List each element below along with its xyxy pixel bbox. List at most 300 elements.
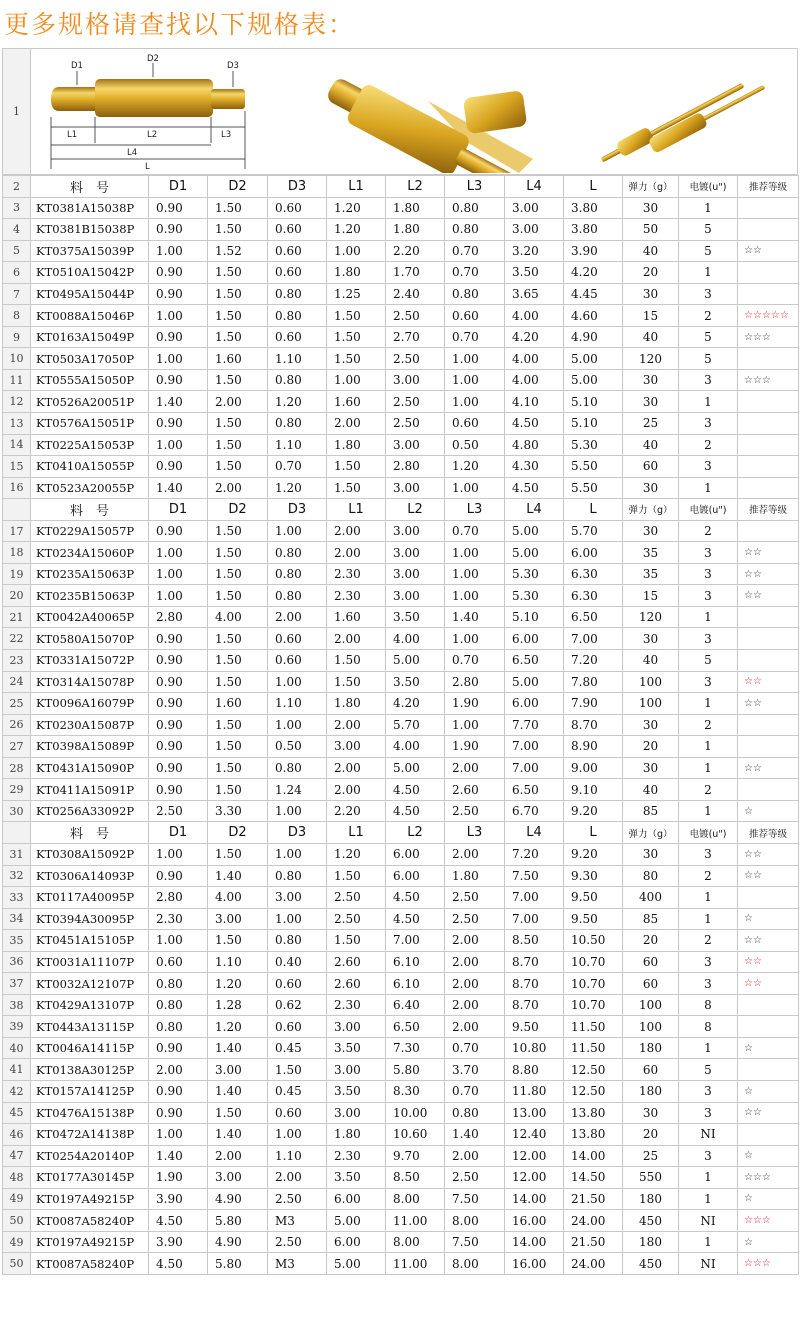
table-row	[3, 1210, 799, 1232]
part-number-cell: KT0523A20055P	[31, 477, 149, 499]
part-number-cell: KT0381A15038P	[31, 197, 149, 219]
d1-cell: 0.90	[149, 1102, 208, 1124]
d1-cell: 0.90	[149, 1080, 208, 1102]
l-total-cell: 13.80	[564, 1124, 623, 1146]
l1-cell: 2.60	[327, 973, 386, 995]
l1-cell: 2.00	[327, 779, 386, 801]
l1-cell: 3.50	[327, 1167, 386, 1189]
d3-cell: 1.00	[268, 714, 327, 736]
l-total-cell: 6.30	[564, 563, 623, 585]
spring-force-cell: 25	[623, 413, 679, 435]
l1-cell: 1.20	[327, 219, 386, 241]
l1-cell: 2.00	[327, 714, 386, 736]
table-row	[3, 994, 799, 1016]
spring-force-cell: 180	[623, 1037, 679, 1059]
l-total-cell: 5.30	[564, 434, 623, 456]
plating-cell: 1	[679, 477, 738, 499]
row-number: 29	[3, 779, 31, 801]
l3-cell: 0.70	[445, 1080, 505, 1102]
l4-cell: 4.00	[505, 369, 564, 391]
l3-cell: 2.50	[445, 800, 505, 822]
d1-cell: 2.50	[149, 800, 208, 822]
l2-cell: 5.70	[386, 714, 445, 736]
table-header-row	[3, 822, 799, 844]
spring-force-cell: 100	[623, 671, 679, 693]
d2-cell: 4.90	[208, 1231, 268, 1253]
rating-cell: ☆	[738, 1080, 799, 1102]
part-number-cell: KT0555A15050P	[31, 369, 149, 391]
plating-cell: 2	[679, 305, 738, 327]
plating-cell: NI	[679, 1253, 738, 1275]
row-number: 6	[3, 262, 31, 284]
d1-cell: 1.00	[149, 585, 208, 607]
part-number-cell: KT0398A15089P	[31, 736, 149, 758]
spring-force-cell: 40	[623, 240, 679, 262]
column-header: 弹力（g）	[623, 822, 679, 844]
l2-cell: 8.00	[386, 1231, 445, 1253]
column-header: L1	[327, 176, 386, 198]
spring-force-cell: 40	[623, 650, 679, 672]
l1-cell: 1.25	[327, 283, 386, 305]
l3-cell: 1.00	[445, 391, 505, 413]
d3-cell: 2.50	[268, 1188, 327, 1210]
column-header: 电镀(u")	[679, 822, 738, 844]
spring-force-cell: 15	[623, 585, 679, 607]
l4-cell: 14.00	[505, 1231, 564, 1253]
l4-cell: 4.00	[505, 348, 564, 370]
part-number-cell: KT0510A15042P	[31, 262, 149, 284]
d3-cell: 1.10	[268, 348, 327, 370]
l-total-cell: 3.90	[564, 240, 623, 262]
row-number: 39	[3, 1016, 31, 1038]
d1-cell: 0.90	[149, 865, 208, 887]
d3-cell: 0.45	[268, 1037, 327, 1059]
part-number-cell: KT0443A13115P	[31, 1016, 149, 1038]
table-row	[3, 1016, 799, 1038]
l3-cell: 2.80	[445, 671, 505, 693]
part-number-cell: KT0042A40065P	[31, 606, 149, 628]
row-number: 9	[3, 326, 31, 348]
rating-cell: ☆☆	[738, 865, 799, 887]
row-number: 12	[3, 391, 31, 413]
row-number: 27	[3, 736, 31, 758]
row-number: 23	[3, 650, 31, 672]
table-row	[3, 693, 799, 715]
l3-cell: 2.00	[445, 843, 505, 865]
plating-cell: 1	[679, 757, 738, 779]
rating-cell: ☆☆	[738, 757, 799, 779]
row-number: 34	[3, 908, 31, 930]
l1-cell: 3.50	[327, 1080, 386, 1102]
table-row	[3, 413, 799, 435]
d1-cell: 1.40	[149, 1145, 208, 1167]
d1-cell: 0.80	[149, 1016, 208, 1038]
d3-cell: 1.10	[268, 693, 327, 715]
plating-cell: NI	[679, 1124, 738, 1146]
l-total-cell: 5.10	[564, 391, 623, 413]
l3-cell: 2.00	[445, 951, 505, 973]
plating-cell: NI	[679, 1210, 738, 1232]
d1-cell: 0.90	[149, 413, 208, 435]
l3-cell: 0.60	[445, 305, 505, 327]
row-number: 22	[3, 628, 31, 650]
d1-cell: 0.80	[149, 973, 208, 995]
d1-cell: 2.80	[149, 606, 208, 628]
l4-cell: 13.00	[505, 1102, 564, 1124]
part-number-cell: KT0314A15078P	[31, 671, 149, 693]
d1-cell: 2.80	[149, 887, 208, 909]
d1-cell: 1.00	[149, 563, 208, 585]
l-total-cell: 11.50	[564, 1037, 623, 1059]
d3-cell: 2.00	[268, 606, 327, 628]
l-total-cell: 11.50	[564, 1016, 623, 1038]
part-number-cell: KT0046A14115P	[31, 1037, 149, 1059]
part-number-cell: KT0431A15090P	[31, 757, 149, 779]
rating-cell: ☆☆	[738, 843, 799, 865]
plating-cell: 1	[679, 197, 738, 219]
l1-cell: 6.00	[327, 1188, 386, 1210]
spring-force-cell: 550	[623, 1167, 679, 1189]
plating-cell: 3	[679, 542, 738, 564]
rating-cell	[738, 628, 799, 650]
l2-cell: 4.50	[386, 800, 445, 822]
rating-cell: ☆☆☆	[738, 1253, 799, 1275]
plating-cell: 2	[679, 434, 738, 456]
row-number: 10	[3, 348, 31, 370]
row-number: 46	[3, 1124, 31, 1146]
l2-cell: 2.50	[386, 348, 445, 370]
l2-cell: 7.00	[386, 930, 445, 952]
row-number: 49	[3, 1188, 31, 1210]
row-number: 26	[3, 714, 31, 736]
d1-cell: 3.90	[149, 1188, 208, 1210]
l3-cell: 2.60	[445, 779, 505, 801]
column-header: D3	[268, 822, 327, 844]
d1-cell: 0.90	[149, 714, 208, 736]
l2-cell: 2.80	[386, 456, 445, 478]
l2-cell: 6.10	[386, 973, 445, 995]
l2-cell: 1.80	[386, 197, 445, 219]
d2-cell: 1.50	[208, 843, 268, 865]
l4-cell: 8.70	[505, 994, 564, 1016]
l-total-cell: 10.70	[564, 973, 623, 995]
d1-cell: 4.50	[149, 1253, 208, 1275]
l1-cell: 1.60	[327, 606, 386, 628]
l1-cell: 2.60	[327, 951, 386, 973]
l1-cell: 5.00	[327, 1253, 386, 1275]
l-total-cell: 13.80	[564, 1102, 623, 1124]
plating-cell: 5	[679, 326, 738, 348]
plating-cell: 3	[679, 283, 738, 305]
l1-cell: 2.30	[327, 994, 386, 1016]
table-header-row	[3, 176, 799, 198]
l4-cell: 14.00	[505, 1188, 564, 1210]
d2-cell: 1.50	[208, 326, 268, 348]
l4-cell: 5.00	[505, 542, 564, 564]
rating-cell	[738, 219, 799, 241]
l3-cell: 1.00	[445, 477, 505, 499]
l1-cell: 1.50	[327, 348, 386, 370]
table-row	[3, 326, 799, 348]
l1-cell: 2.50	[327, 908, 386, 930]
d2-cell: 2.00	[208, 1145, 268, 1167]
l4-cell: 16.00	[505, 1253, 564, 1275]
d2-cell: 1.40	[208, 1080, 268, 1102]
row-number: 4	[3, 219, 31, 241]
spring-force-cell: 30	[623, 197, 679, 219]
d1-cell: 0.90	[149, 262, 208, 284]
l3-cell: 1.00	[445, 369, 505, 391]
row-number: 42	[3, 1080, 31, 1102]
table-row	[3, 1167, 799, 1189]
d3-cell: 0.60	[268, 650, 327, 672]
rating-cell	[738, 391, 799, 413]
part-number-cell: KT0235A15063P	[31, 563, 149, 585]
column-header: D1	[149, 499, 208, 521]
l2-cell: 5.80	[386, 1059, 445, 1081]
d2-cell: 1.50	[208, 736, 268, 758]
column-header: D1	[149, 822, 208, 844]
l2-cell: 3.00	[386, 369, 445, 391]
table-row	[3, 542, 799, 564]
l2-cell: 11.00	[386, 1253, 445, 1275]
column-header: L2	[386, 499, 445, 521]
part-number-cell: KT0087A58240P	[31, 1253, 149, 1275]
l4-cell: 6.00	[505, 693, 564, 715]
label-d3: D3	[227, 61, 239, 71]
l3-cell: 0.60	[445, 413, 505, 435]
table-row	[3, 1059, 799, 1081]
l2-cell: 4.50	[386, 908, 445, 930]
l4-cell: 7.20	[505, 843, 564, 865]
d3-cell: 1.10	[268, 1145, 327, 1167]
spring-force-cell: 80	[623, 865, 679, 887]
l1-cell: 3.00	[327, 736, 386, 758]
l-total-cell: 4.45	[564, 283, 623, 305]
rating-cell: ☆☆☆	[738, 1167, 799, 1189]
l2-cell: 3.00	[386, 434, 445, 456]
l-total-cell: 10.70	[564, 951, 623, 973]
l2-cell: 8.50	[386, 1167, 445, 1189]
d3-cell: 0.70	[268, 456, 327, 478]
d3-cell: 0.80	[268, 930, 327, 952]
rating-cell	[738, 650, 799, 672]
l-total-cell: 5.00	[564, 348, 623, 370]
table-row	[3, 1037, 799, 1059]
table-row	[3, 520, 799, 542]
d2-cell: 4.00	[208, 606, 268, 628]
d2-cell: 1.50	[208, 413, 268, 435]
l-total-cell: 12.50	[564, 1059, 623, 1081]
l3-cell: 1.00	[445, 542, 505, 564]
l4-cell: 4.80	[505, 434, 564, 456]
l-total-cell: 9.30	[564, 865, 623, 887]
l-total-cell: 24.00	[564, 1210, 623, 1232]
column-header: 推荐等级	[738, 822, 799, 844]
plating-cell: 3	[679, 563, 738, 585]
row-number: 35	[3, 930, 31, 952]
page-title: 更多规格请查找以下规格表：	[4, 10, 356, 39]
part-number-cell: KT0138A30125P	[31, 1059, 149, 1081]
plating-cell: 5	[679, 240, 738, 262]
d3-cell: 0.80	[268, 585, 327, 607]
d1-cell: 2.30	[149, 908, 208, 930]
l2-cell: 3.00	[386, 585, 445, 607]
l-total-cell: 14.50	[564, 1167, 623, 1189]
part-number-cell: KT0410A15055P	[31, 456, 149, 478]
plating-cell: 3	[679, 456, 738, 478]
d1-cell: 0.90	[149, 671, 208, 693]
l2-cell: 10.00	[386, 1102, 445, 1124]
l4-cell: 7.00	[505, 908, 564, 930]
l2-cell: 5.00	[386, 757, 445, 779]
table-row	[3, 800, 799, 822]
d3-cell: 0.60	[268, 197, 327, 219]
l-total-cell: 6.50	[564, 606, 623, 628]
d2-cell: 1.50	[208, 585, 268, 607]
table-row	[3, 477, 799, 499]
d1-cell: 0.90	[149, 736, 208, 758]
d1-cell: 1.00	[149, 542, 208, 564]
table-row	[3, 1102, 799, 1124]
column-header: L3	[445, 499, 505, 521]
l1-cell: 3.00	[327, 1016, 386, 1038]
spring-force-cell: 30	[623, 520, 679, 542]
rating-cell: ☆☆	[738, 671, 799, 693]
row-number: 45	[3, 1102, 31, 1124]
rating-cell: ☆	[738, 1037, 799, 1059]
l3-cell: 2.00	[445, 1016, 505, 1038]
l1-cell: 1.50	[327, 477, 386, 499]
l1-cell: 3.50	[327, 1037, 386, 1059]
l3-cell: 0.70	[445, 1037, 505, 1059]
d2-cell: 1.40	[208, 1124, 268, 1146]
part-number-cell: KT0375A15039P	[31, 240, 149, 262]
d2-cell: 1.50	[208, 305, 268, 327]
plating-cell: 5	[679, 1059, 738, 1081]
d3-cell: 0.60	[268, 628, 327, 650]
l4-cell: 12.00	[505, 1145, 564, 1167]
part-number-cell: KT0429A13107P	[31, 994, 149, 1016]
plating-cell: 1	[679, 262, 738, 284]
plating-cell: 5	[679, 650, 738, 672]
d2-cell: 1.28	[208, 994, 268, 1016]
row-number: 1	[3, 49, 31, 174]
column-header: L	[564, 176, 623, 198]
part-number-cell: KT0234A15060P	[31, 542, 149, 564]
part-number-cell: KT0503A17050P	[31, 348, 149, 370]
l2-cell: 2.70	[386, 326, 445, 348]
table-header-row	[3, 499, 799, 521]
l1-cell: 2.30	[327, 1145, 386, 1167]
l4-cell: 5.00	[505, 520, 564, 542]
d1-cell: 0.90	[149, 197, 208, 219]
l2-cell: 1.70	[386, 262, 445, 284]
plating-cell: 3	[679, 369, 738, 391]
l3-cell: 1.90	[445, 736, 505, 758]
l4-cell: 3.00	[505, 197, 564, 219]
rating-cell: ☆☆	[738, 585, 799, 607]
table-row	[3, 197, 799, 219]
spring-force-cell: 30	[623, 1102, 679, 1124]
part-number-cell: KT0163A15049P	[31, 326, 149, 348]
l2-cell: 4.00	[386, 736, 445, 758]
part-number-cell: KT0526A20051P	[31, 391, 149, 413]
rating-cell	[738, 714, 799, 736]
spring-force-cell: 60	[623, 951, 679, 973]
column-header: 料 号	[31, 822, 149, 844]
l2-cell: 8.30	[386, 1080, 445, 1102]
d1-cell: 1.00	[149, 305, 208, 327]
l3-cell: 0.50	[445, 434, 505, 456]
row-number: 40	[3, 1037, 31, 1059]
row-number: 48	[3, 1167, 31, 1189]
column-header: L2	[386, 176, 445, 198]
l4-cell: 10.80	[505, 1037, 564, 1059]
d2-cell: 1.50	[208, 628, 268, 650]
l2-cell: 4.00	[386, 628, 445, 650]
d3-cell: 0.80	[268, 865, 327, 887]
d3-cell: 2.00	[268, 1167, 327, 1189]
l4-cell: 7.00	[505, 757, 564, 779]
l2-cell: 3.00	[386, 563, 445, 585]
column-header: 推荐等级	[738, 176, 799, 198]
rating-cell	[738, 1124, 799, 1146]
rating-cell: ☆☆	[738, 240, 799, 262]
plating-cell: 2	[679, 520, 738, 542]
l2-cell: 3.50	[386, 671, 445, 693]
d2-cell: 1.60	[208, 693, 268, 715]
part-number-cell: KT0096A16079P	[31, 693, 149, 715]
l-total-cell: 9.00	[564, 757, 623, 779]
l3-cell: 7.50	[445, 1231, 505, 1253]
plating-cell: 2	[679, 714, 738, 736]
d1-cell: 0.60	[149, 951, 208, 973]
l3-cell: 0.70	[445, 326, 505, 348]
table-row	[3, 887, 799, 909]
d2-cell: 1.50	[208, 197, 268, 219]
spring-force-cell: 100	[623, 994, 679, 1016]
l2-cell: 10.60	[386, 1124, 445, 1146]
rating-cell	[738, 456, 799, 478]
d1-cell: 1.40	[149, 391, 208, 413]
spring-force-cell: 450	[623, 1210, 679, 1232]
d3-cell: 0.60	[268, 1016, 327, 1038]
row-number: 14	[3, 434, 31, 456]
spring-force-cell: 40	[623, 434, 679, 456]
spring-force-cell: 85	[623, 908, 679, 930]
column-header: D2	[208, 822, 268, 844]
l1-cell: 2.00	[327, 520, 386, 542]
row-number: 8	[3, 305, 31, 327]
row-number: 32	[3, 865, 31, 887]
d1-cell: 0.90	[149, 369, 208, 391]
plating-cell: 3	[679, 671, 738, 693]
d3-cell: 0.40	[268, 951, 327, 973]
l-total-cell: 7.00	[564, 628, 623, 650]
table-row	[3, 585, 799, 607]
d3-cell: 1.00	[268, 671, 327, 693]
l4-cell: 16.00	[505, 1210, 564, 1232]
plating-cell: 3	[679, 1145, 738, 1167]
d1-cell: 1.00	[149, 843, 208, 865]
column-header: L	[564, 499, 623, 521]
d1-cell: 0.90	[149, 326, 208, 348]
spring-force-cell: 30	[623, 714, 679, 736]
plating-cell: 1	[679, 1167, 738, 1189]
rating-cell: ☆☆☆	[738, 326, 799, 348]
table-row	[3, 456, 799, 478]
